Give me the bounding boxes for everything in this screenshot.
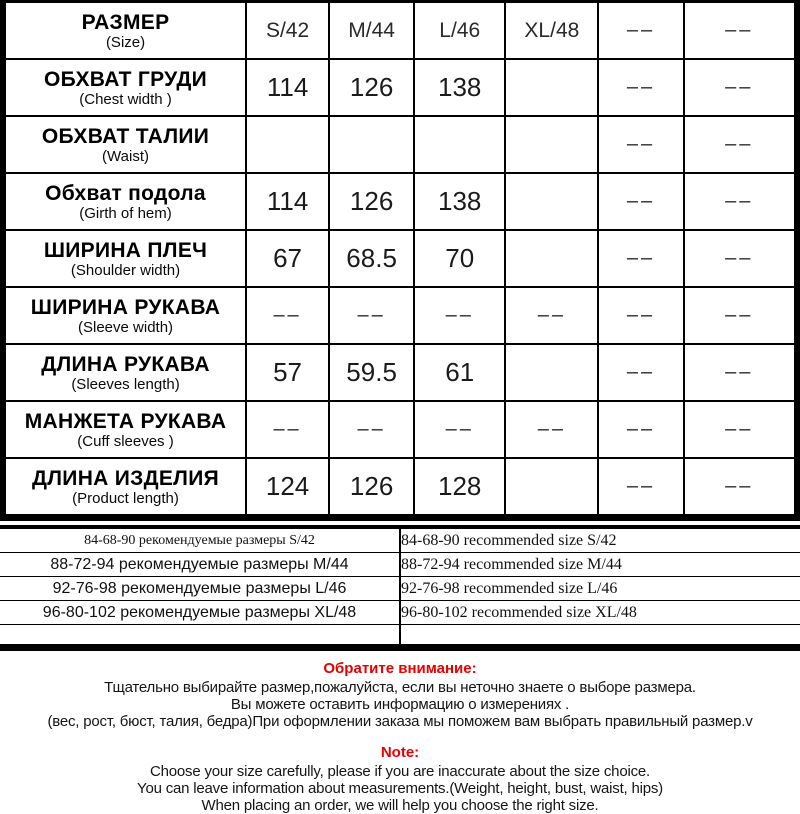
- recommend-ru: [0, 625, 400, 648]
- size-col-header: M/44: [329, 2, 414, 60]
- row-label-en: (Chest width ): [79, 90, 172, 108]
- row-label: [3, 401, 246, 458]
- size-cell: 61: [414, 344, 505, 401]
- size-cell: ––: [598, 59, 683, 116]
- row-label-ru: РАЗМЕР: [81, 10, 170, 34]
- row-label: [3, 116, 246, 173]
- size-cell: 114: [246, 173, 329, 230]
- recommend-row-empty: [0, 625, 800, 648]
- recommend-en: 88-72-94 recommended size M/44: [400, 553, 800, 577]
- size-cell: 128: [414, 458, 505, 518]
- row-sleeve-length: [3, 344, 797, 401]
- size-cell: 114: [246, 59, 329, 116]
- size-cell: 126: [329, 173, 414, 230]
- recommend-ru: 88-72-94 рекомендуемые размеры M/44: [0, 553, 400, 577]
- size-cell: [329, 116, 414, 173]
- size-col-header: ––: [598, 2, 683, 60]
- recommend-row: [0, 527, 800, 553]
- size-cell: ––: [598, 287, 683, 344]
- recommend-en: 84-68-90 recommended size S/42: [400, 527, 800, 553]
- size-cell: ––: [414, 287, 505, 344]
- row-label-en: (Cuff sleeves ): [77, 432, 174, 450]
- row-shoulder: [3, 230, 797, 287]
- size-cell: ––: [684, 344, 797, 401]
- size-cell: ––: [684, 287, 797, 344]
- size-cell: [246, 116, 329, 173]
- recommend-en: 96-80-102 recommended size XL/48: [400, 601, 800, 625]
- row-label-ru: ДЛИНА ИЗДЕЛИЯ: [32, 466, 220, 490]
- size-cell: 126: [329, 59, 414, 116]
- size-cell: [505, 230, 598, 287]
- note-block-english: [0, 743, 800, 814]
- size-cell: ––: [598, 230, 683, 287]
- size-cell: 126: [329, 458, 414, 518]
- size-col-header: ––: [684, 2, 797, 60]
- row-label-ru: МАНЖЕТА РУКАВА: [24, 409, 227, 433]
- row-label: [3, 287, 246, 344]
- row-waist: [3, 116, 797, 173]
- row-label-en: (Shoulder width): [70, 261, 181, 279]
- note-line: (вес, рост, бюст, талия, бедра)При оформлении заказа мы поможем вам выбрать правильный размер.v: [47, 713, 753, 730]
- size-cell: ––: [684, 458, 797, 518]
- note-line: You can leave information about measurements.(Weight, height, bust, waist, hips): [137, 780, 663, 797]
- size-cell: ––: [246, 401, 329, 458]
- row-label: [3, 344, 246, 401]
- row-cuff: [3, 401, 797, 458]
- row-label: [3, 173, 246, 230]
- size-cell: [505, 173, 598, 230]
- row-label: [3, 2, 246, 60]
- row-label-en: (Size): [105, 33, 146, 51]
- note-line: Тщательно выбирайте размер,пожалуйста, если вы неточно знаете о выборе размера.: [104, 679, 696, 696]
- size-cell: ––: [684, 173, 797, 230]
- recommend-ru: 92-76-98 рекомендуемые размеры L/46: [0, 577, 400, 601]
- note-heading-russian: Обратите внимание:: [323, 660, 477, 677]
- row-label: [3, 59, 246, 116]
- row-hem: [3, 173, 797, 230]
- recommend-row: [0, 601, 800, 625]
- size-cell: ––: [684, 401, 797, 458]
- size-cell: ––: [598, 173, 683, 230]
- size-cell: [505, 116, 598, 173]
- row-label-ru: ШИРИНА ПЛЕЧ: [43, 238, 208, 262]
- size-cell: ––: [505, 287, 598, 344]
- size-cell: 68.5: [329, 230, 414, 287]
- row-sleeve-width: [3, 287, 797, 344]
- note-line: Вы можете оставить информацию о измерениях .: [230, 696, 570, 713]
- recommend-en: 92-76-98 recommended size L/46: [400, 577, 800, 601]
- row-product-length: [3, 458, 797, 518]
- size-cell: [414, 116, 505, 173]
- recommend-ru: 84-68-90 рекомендуемые размеры S/42: [0, 527, 400, 553]
- note-line: When placing an order, we will help you choose the right size.: [201, 797, 599, 814]
- row-label-en: (Sleeves length): [71, 375, 180, 393]
- size-cell: ––: [598, 458, 683, 518]
- size-cell: ––: [505, 401, 598, 458]
- note-block-russian: [0, 659, 800, 730]
- note-heading-english: Note:: [380, 744, 420, 761]
- note-line: Choose your size carefully, please if you are inaccurate about the size choice.: [149, 763, 651, 780]
- size-cell: ––: [598, 344, 683, 401]
- row-label-en: (Sleeve width): [78, 318, 174, 336]
- notes-section: [0, 659, 800, 814]
- size-cell: 57: [246, 344, 329, 401]
- size-cell: ––: [684, 116, 797, 173]
- size-cell: 70: [414, 230, 505, 287]
- size-cell: 138: [414, 173, 505, 230]
- row-label: [3, 230, 246, 287]
- size-cell: [505, 458, 598, 518]
- row-label-ru: ШИРИНА РУКАВА: [30, 295, 221, 319]
- size-cell: ––: [684, 230, 797, 287]
- size-cell: 138: [414, 59, 505, 116]
- size-cell: ––: [598, 401, 683, 458]
- size-cell: [505, 59, 598, 116]
- size-cell: ––: [329, 287, 414, 344]
- size-col-header: L/46: [414, 2, 505, 60]
- recommended-sizes-table: [0, 525, 800, 651]
- size-cell: ––: [684, 59, 797, 116]
- size-cell: 124: [246, 458, 329, 518]
- row-chest: [3, 59, 797, 116]
- recommend-ru: 96-80-102 рекомендуемые размеры XL/48: [0, 601, 400, 625]
- row-label-en: (Product length): [72, 489, 179, 507]
- size-cell: 67: [246, 230, 329, 287]
- recommend-row: [0, 577, 800, 601]
- size-col-header: XL/48: [505, 2, 598, 60]
- row-label-ru: ОБХВАТ ГРУДИ: [43, 67, 208, 91]
- row-label-ru: ДЛИНА РУКАВА: [41, 352, 210, 376]
- size-cell: 59.5: [329, 344, 414, 401]
- row-size: [3, 2, 797, 60]
- recommend-row: [0, 553, 800, 577]
- row-label: [3, 458, 246, 518]
- recommend-en: [400, 625, 800, 648]
- row-label-en: (Girth of hem): [79, 204, 172, 222]
- size-cell: ––: [246, 287, 329, 344]
- size-cell: ––: [414, 401, 505, 458]
- row-label-ru: Обхват подола: [45, 181, 206, 205]
- size-col-header: S/42: [246, 2, 329, 60]
- size-cell: ––: [329, 401, 414, 458]
- size-cell: [505, 344, 598, 401]
- row-label-en: (Waist): [102, 147, 149, 165]
- size-cell: ––: [598, 116, 683, 173]
- row-label-ru: ОБХВАТ ТАЛИИ: [41, 124, 210, 148]
